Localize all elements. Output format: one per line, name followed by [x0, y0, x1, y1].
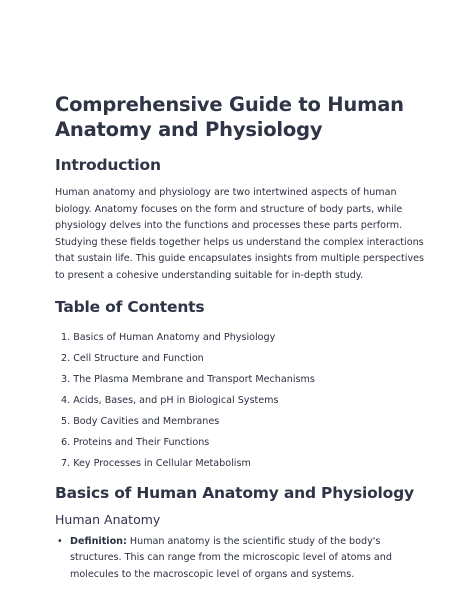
document-title: Comprehensive Guide to Human Anatomy and Physiology: [55, 93, 404, 141]
definition-list: [55, 534, 425, 584]
bullet-icon: •: [57, 535, 63, 547]
toc-item: 5. Body Cavities and Membranes: [61, 415, 220, 427]
definition-item: [55, 534, 425, 584]
toc-item: 4. Acids, Bases, and pH in Biological Systems: [61, 394, 279, 406]
introduction-paragraph: Human anatomy and physiology are two intertwined aspects of human biology. Anatomy focuses on the form and structure of body parts, while physiology delves into the functions and processes these parts perform. Studying these fields together helps us understand the complex interactions that sustain life. This guide encapsulates insights from multiple perspectives to present a cohesive understanding suitable for in-depth study.: [55, 187, 425, 281]
basics-heading: Basics of Human Anatomy and Physiology: [55, 483, 414, 502]
toc-item: 7. Key Processes in Cellular Metabolism: [61, 457, 251, 469]
toc-item: 1. Basics of Human Anatomy and Physiology: [61, 331, 276, 343]
document-page: [55, 92, 425, 583]
human-anatomy-subheading: Human Anatomy: [55, 511, 161, 527]
toc-heading: Table of Contents: [55, 297, 205, 316]
table-of-contents: [55, 327, 425, 474]
definition-label: Definition:: [70, 535, 127, 547]
definition-text: Human anatomy is the scientific study of the body's structures. This can range from the microscopic level of atoms and molecules to the macroscopic level of organs and systems.: [70, 535, 392, 580]
introduction-heading: Introduction: [55, 156, 161, 174]
toc-item: 2. Cell Structure and Function: [61, 352, 204, 364]
toc-item: 6. Proteins and Their Functions: [61, 436, 210, 448]
toc-item: 3. The Plasma Membrane and Transport Mechanisms: [61, 373, 315, 385]
